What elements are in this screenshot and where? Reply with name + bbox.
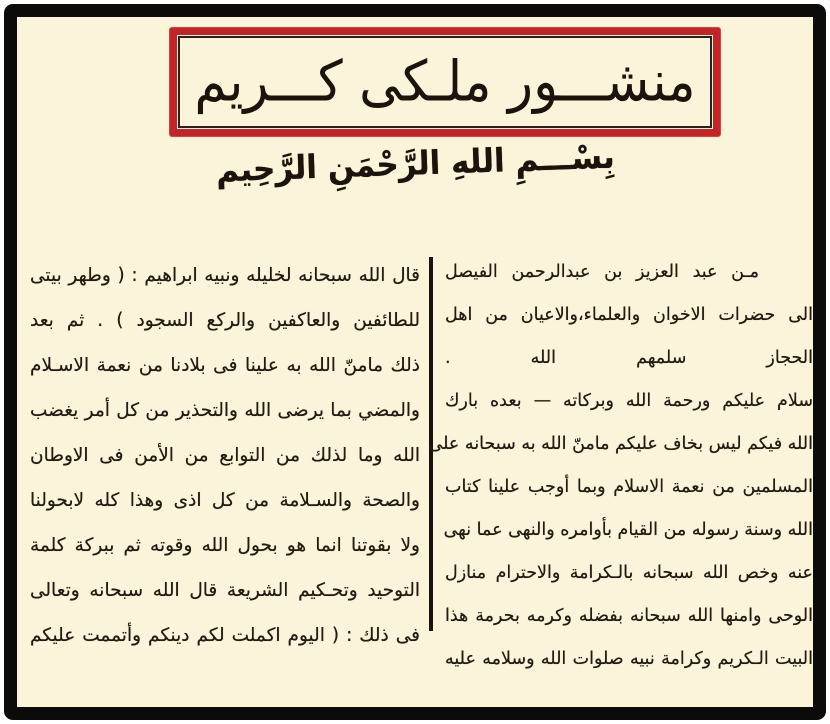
text-line: التوحيد وتحـكيم الشريعة قال الله سبحانه وتعالى <box>30 580 420 601</box>
text-line: ذلك مامنّ الله به علينا فى بلادنا من نعمة الاسـلام <box>30 355 420 376</box>
text-line: للطائفين والعاكفين والركع السجود ) . ثم بعد <box>30 310 420 331</box>
outer-black-frame <box>4 4 826 720</box>
title-box-inner-border <box>178 36 712 128</box>
text-line: الحجاز سلمهم الله . <box>445 348 813 368</box>
text-line: سلام عليكم ورحمة الله وبركاته — بعده بارك <box>445 391 813 411</box>
bismillah-calligraphy <box>17 130 813 198</box>
text-line: الله وسنة رسوله من القيام بأوامره والنهى عما نهى <box>443 520 813 540</box>
text-line: عنه وخص الله سبحانه بالـكرامة والاحترام منازل <box>445 563 813 583</box>
text-line: والصحة والسـلامة من كل اذى وهذا كله لابحولنا <box>30 490 420 511</box>
text-line: والمضي بما يرضى الله والتحذير من كل أمر يغضب <box>30 400 420 421</box>
column-right <box>428 254 813 684</box>
text-line: ولا بقوتنا انما هو بحول الله وقوته ثم ببركة كلمة <box>30 535 420 556</box>
bismillah-text: بِسْـــمِ اللهِ الرَّحْمَنِ الرَّحِيم <box>215 138 615 190</box>
page-title: منشـــور ملـكى كـــريم <box>194 49 696 115</box>
column-left <box>30 257 420 662</box>
text-line: الله وما لذلك من التوابع من الأمن فى الاوطان <box>30 445 420 466</box>
title-box <box>170 28 720 136</box>
text-line: فى ذلك : ( اليوم اكملت لكم دينكم وأتممت عليكم <box>30 625 420 646</box>
document-page <box>17 17 813 707</box>
text-line: الله فيكم ليس بخاف عليكم مامنّ الله به سبحانه على <box>428 434 813 454</box>
text-line: المسلمين من نعمة الاسلام وبما أوجب علينا كتاب <box>445 477 813 497</box>
text-line: قال الله سبحانه لخليله ونبيه ابراهيم : ( وطهر بيتى <box>30 265 420 286</box>
text-line: مـن عبد العزيز بن عبدالرحمن الفيصل <box>445 262 759 282</box>
text-line: الى حضرات الاخوان والعلماء،والاعيان من اهل <box>445 305 813 325</box>
text-line: الوحى وامنها الله سبحانه بفضله وكرمه بحرمة هذا <box>445 606 813 626</box>
text-line: البيت الـكريم وكرامة نبيه صلوات الله وسلامه عليه <box>445 649 813 669</box>
